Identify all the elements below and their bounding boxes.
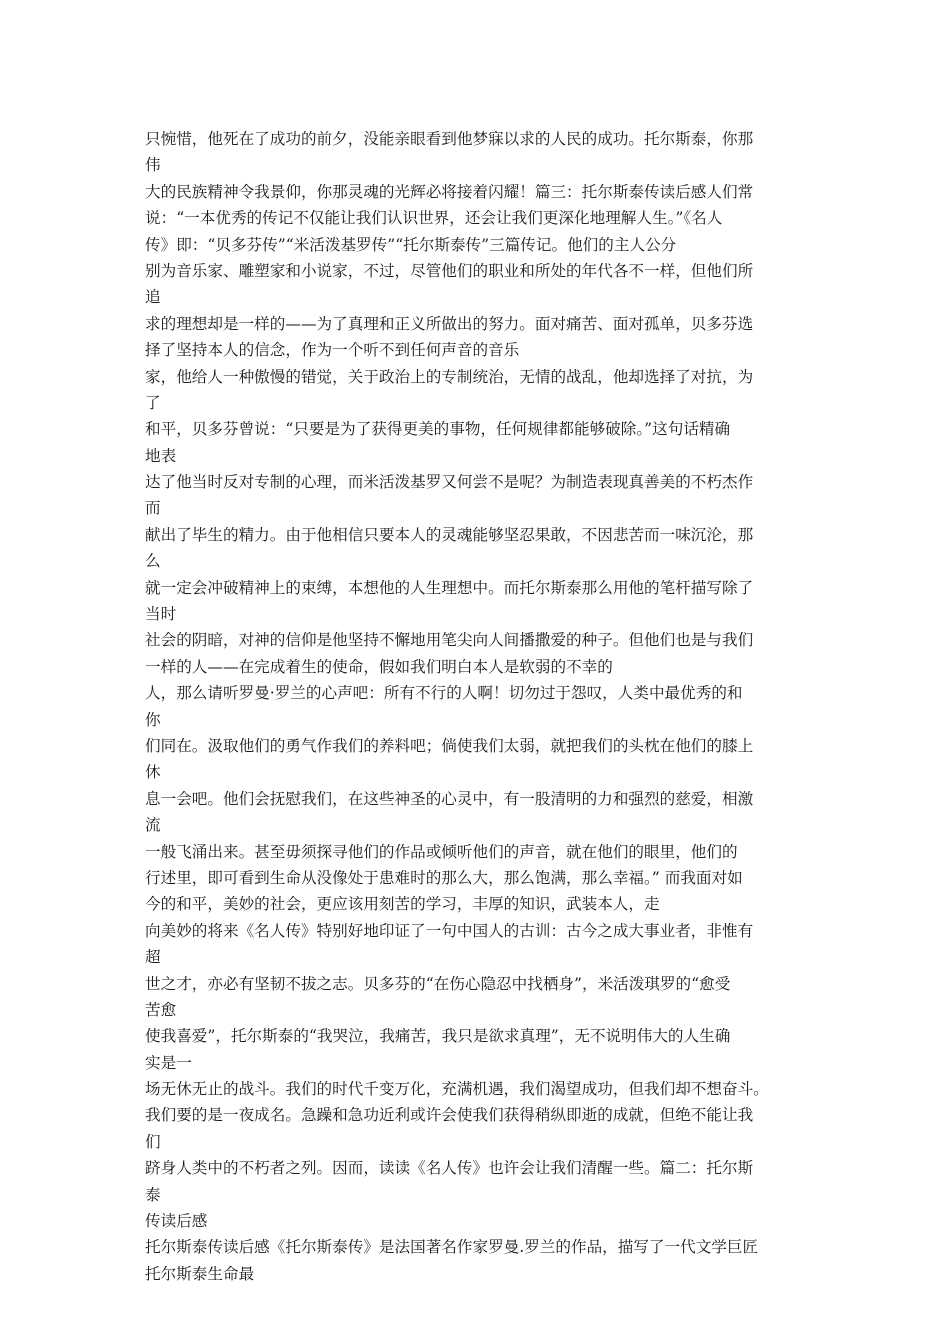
text-line: 你	[145, 710, 161, 729]
text-line: 了	[145, 393, 161, 412]
text-line: 场无休无止的战斗。我们的时代千变万化，充满机遇，我们渴望成功，但我们却不想奋斗。	[145, 1080, 769, 1099]
text-line: 只惋惜，他死在了成功的前夕，没能亲眼看到他梦寐以求的人民的成功。托尔斯泰，你那	[145, 130, 754, 148]
text-line: 择了坚持本人的信念，作为一个听不到任何声音的音乐	[145, 341, 520, 360]
text-line: 苦愈	[145, 1000, 177, 1019]
text-line: 别为音乐家、雕塑家和小说家，不过，尽管他们的职业和所处的年代各不一样，但他们所	[145, 261, 754, 280]
body-text	[145, 126, 815, 1287]
text-line: 一样的人——在完成着生的使命，假如我们明白本人是软弱的不幸的	[145, 657, 613, 676]
text-line: 我们要的是一夜成名。急躁和急功近利或许会使我们获得稍纵即逝的成就，但绝不能让我	[145, 1106, 754, 1125]
text-line: 达了他当时反对专制的心理，而米活泼基罗又何尝不是呢？为制造表现真善美的不朽杰作	[145, 473, 754, 492]
text-line: 超	[145, 948, 161, 967]
text-line: 泰	[145, 1185, 161, 1204]
text-line: 么	[145, 552, 161, 571]
text-line: 向美妙的将来《名人传》特别好地印证了一句中国人的古训：古今之成大事业者，非惟有	[145, 921, 754, 940]
text-line: 传读后感	[145, 1212, 208, 1231]
text-line: 伟	[145, 156, 161, 175]
text-line: 求的理想却是一样的——为了真理和正义所做出的努力。面对痛苦、面对孤单，贝多芬选	[145, 314, 754, 333]
text-line: 家，他给人一种傲慢的错觉，关于政治上的专制统治，无情的战乱，他却选择了对抗，为	[145, 367, 754, 386]
text-line: 流	[145, 816, 161, 835]
text-line: 追	[145, 288, 161, 307]
text-line: 息一会吧。他们会抚慰我们，在这些神圣的心灵中，有一股清明的力和强烈的慈爱，相激	[145, 789, 754, 808]
text-line: 传》即：“贝多芬传”“米活泼基罗传”“托尔斯泰传”三篇传记。他们的主人公分	[145, 235, 677, 254]
text-line: 行述里，即可看到生命从没像处于患难时的那么大，那么饱满，那么幸福。” 而我面对如	[145, 868, 743, 887]
text-line: 们	[145, 1132, 161, 1151]
text-line: 大的民族精神令我景仰，你那灵魂的光辉必将接着闪耀！篇三：托尔斯泰传读后感人们常	[145, 182, 754, 201]
text-line: 跻身人类中的不朽者之列。因而，读读《名人传》也许会让我们清醒一些。篇二：托尔斯	[145, 1159, 754, 1178]
text-line: 当时	[145, 605, 177, 624]
text-line: 和平，贝多芬曾说：“只要是为了获得更美的事物，任何规律都能够破除。”这句话精确	[145, 420, 731, 439]
text-line: 就一定会冲破精神上的束缚，本想他的人生理想中。而托尔斯泰那么用他的笔杆描写除了	[145, 578, 754, 597]
text-line: 托尔斯泰传读后感《托尔斯泰传》是法国著名作家罗曼.罗兰的作品，描写了一代文学巨匠	[145, 1238, 759, 1257]
text-line: 们同在。汲取他们的勇气作我们的养料吧；倘使我们太弱，就把我们的头枕在他们的膝上	[145, 736, 754, 755]
text-line: 休	[145, 763, 161, 782]
text-line: 世之才，亦必有坚韧不拔之志。贝多芬的“在伤心隐忍中找栖身”，米活泼琪罗的“愈受	[145, 974, 731, 993]
text-line: 而	[145, 499, 161, 518]
text-line: 人，那么请听罗曼·罗兰的心声吧：所有不行的人啊！切勿过于怨叹，人类中最优秀的和	[145, 684, 743, 703]
text-line: 献出了毕生的精力。由于他相信只要本人的灵魂能够坚忍果敢，不因悲苦而一味沉沦，那	[145, 525, 754, 544]
text-line: 今的和平，美妙的社会，更应该用刻苦的学习，丰厚的知识，武装本人，走	[145, 895, 660, 914]
text-line: 托尔斯泰生命最	[145, 1264, 255, 1283]
text-line: 地表	[145, 446, 177, 465]
text-line: 实是一	[145, 1053, 192, 1072]
text-line: 使我喜爱”，托尔斯泰的“我哭泣，我痛苦，我只是欲求真理”，无不说明伟大的人生确	[145, 1027, 731, 1046]
text-line: 一般飞涌出来。甚至毋须探寻他们的作品或倾听他们的声音，就在他们的眼里，他们的	[145, 842, 738, 861]
text-line: 说：“一本优秀的传记不仅能让我们认识世界，还会让我们更深化地理解人生。”《名人	[145, 209, 723, 228]
text-line: 社会的阴暗，对神的信仰是他坚持不懈地用笔尖向人间播撒爱的种子。但他们也是与我们	[145, 631, 754, 650]
